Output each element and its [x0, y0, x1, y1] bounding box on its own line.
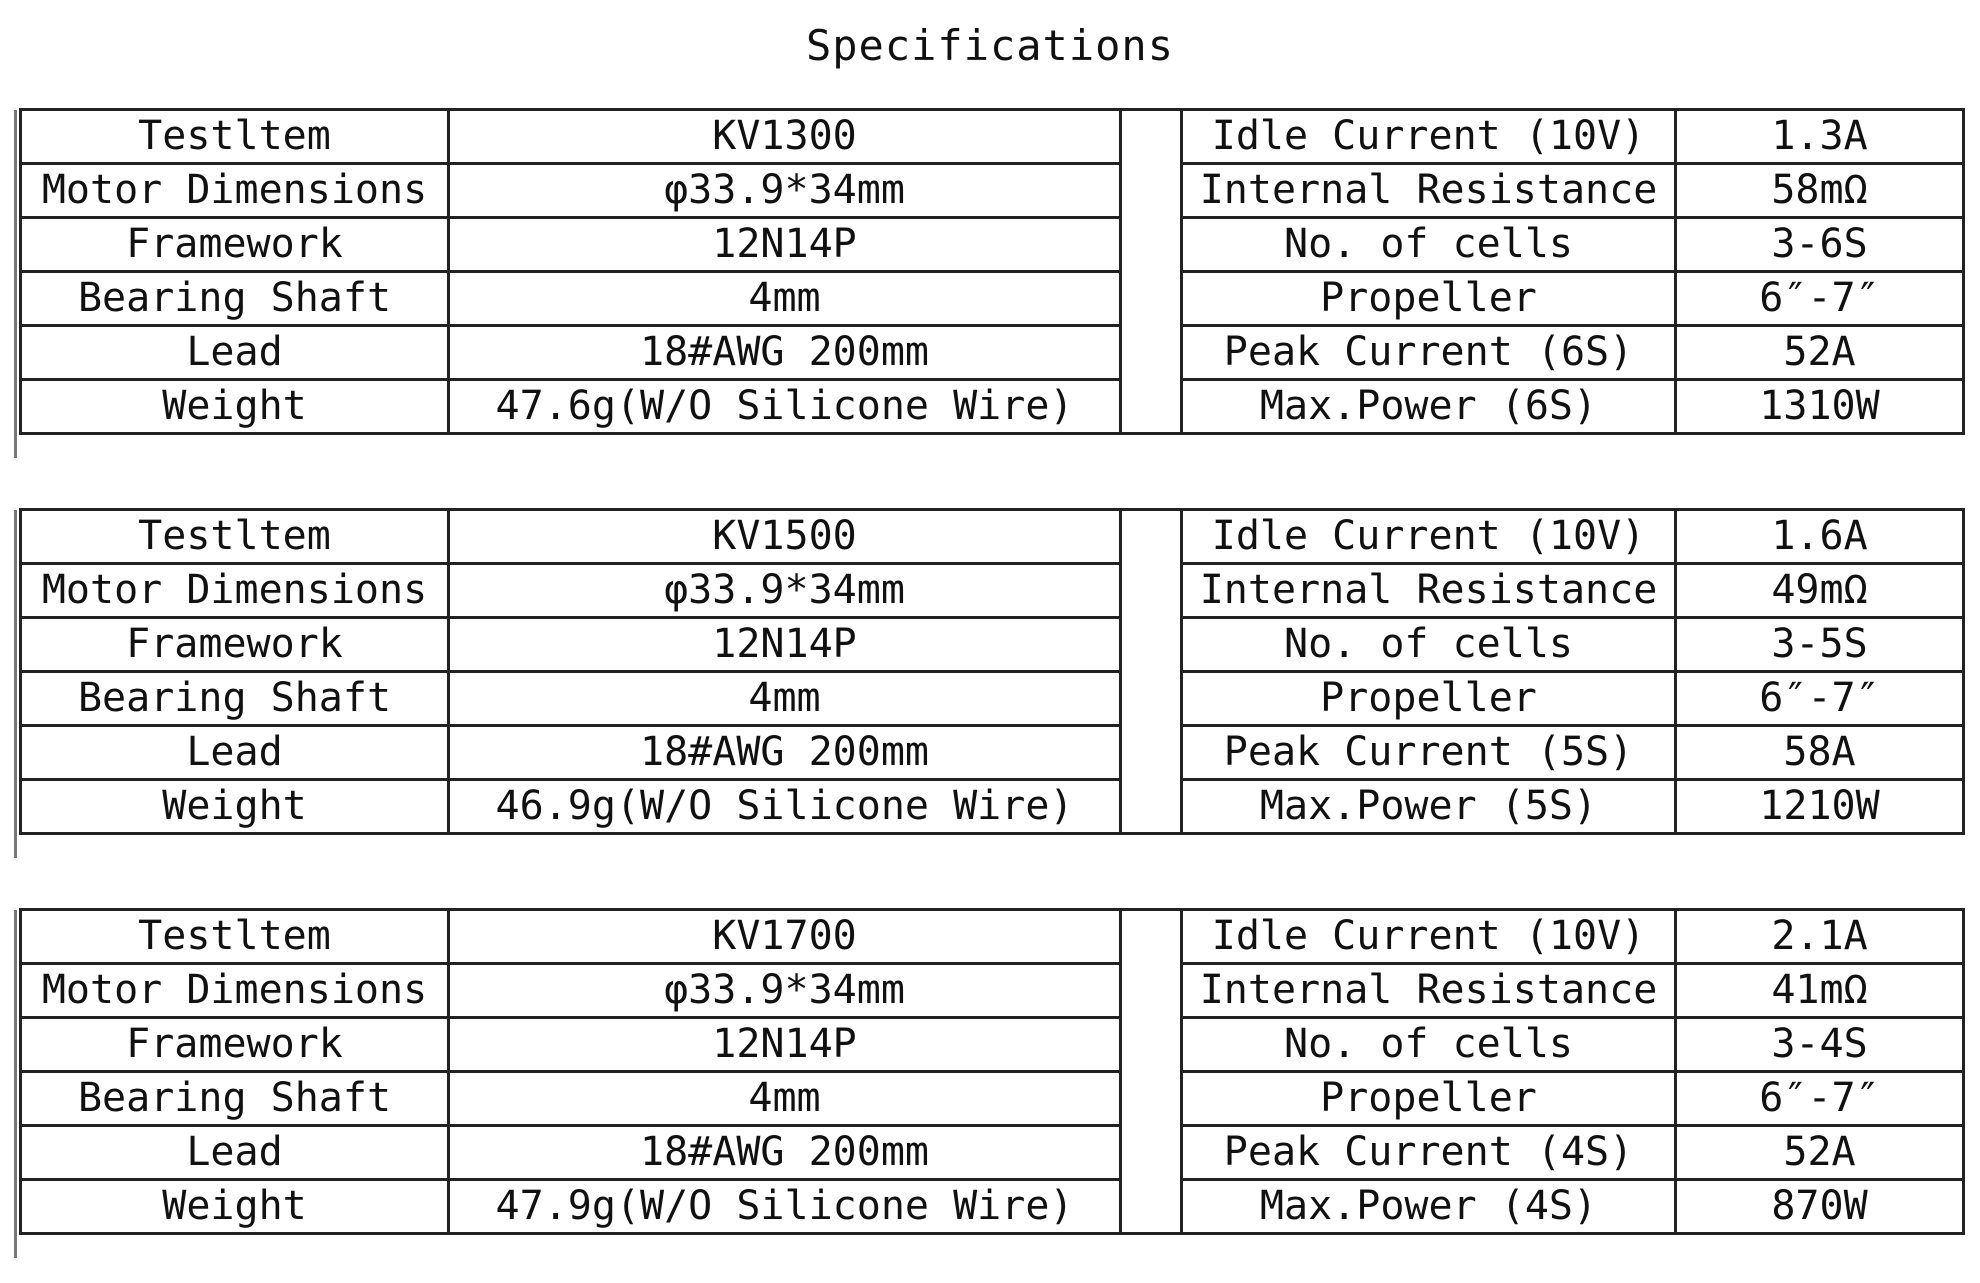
- spec-table-kv1700: [19, 908, 1965, 1235]
- param-label: Max.Power (4S): [1182, 1180, 1676, 1234]
- row-value: 12N14P: [449, 1018, 1121, 1072]
- row-label: Testltem: [21, 510, 449, 564]
- row-value: 4mm: [449, 1072, 1121, 1126]
- row-label: Bearing Shaft: [21, 1072, 449, 1126]
- param-label: Max.Power (5S): [1182, 780, 1676, 834]
- row-label: Motor Dimensions: [21, 564, 449, 618]
- param-label: No. of cells: [1182, 218, 1676, 272]
- table-row: [21, 780, 1964, 834]
- row-label: Lead: [21, 326, 449, 380]
- row-label: Testltem: [21, 910, 449, 964]
- param-value: 6″-7″: [1676, 1072, 1964, 1126]
- param-value: 3-5S: [1676, 618, 1964, 672]
- param-value: 58A: [1676, 726, 1964, 780]
- table-row: [21, 272, 1964, 326]
- param-label: Propeller: [1182, 1072, 1676, 1126]
- param-label: Internal Resistance: [1182, 564, 1676, 618]
- param-value: 870W: [1676, 1180, 1964, 1234]
- table-row: [21, 1180, 1964, 1234]
- row-label: Framework: [21, 1018, 449, 1072]
- table-row: [21, 380, 1964, 434]
- param-value: 3-4S: [1676, 1018, 1964, 1072]
- param-value: 1210W: [1676, 780, 1964, 834]
- row-label: Framework: [21, 218, 449, 272]
- param-value: 52A: [1676, 326, 1964, 380]
- param-value: 1310W: [1676, 380, 1964, 434]
- table-row: [21, 326, 1964, 380]
- row-label: Weight: [21, 380, 449, 434]
- param-label: Peak Current (6S): [1182, 326, 1676, 380]
- row-value: 46.9g(W/O Silicone Wire): [449, 780, 1121, 834]
- row-value: φ33.9*34mm: [449, 564, 1121, 618]
- row-label: Bearing Shaft: [21, 272, 449, 326]
- row-label: Motor Dimensions: [21, 964, 449, 1018]
- param-label: Propeller: [1182, 272, 1676, 326]
- row-label: Bearing Shaft: [21, 672, 449, 726]
- row-value: KV1300: [449, 110, 1121, 164]
- param-label: Peak Current (4S): [1182, 1126, 1676, 1180]
- row-value: 4mm: [449, 272, 1121, 326]
- column-spacer: [1121, 110, 1182, 434]
- left-margin-rule: [14, 110, 17, 458]
- table-row: [21, 1072, 1964, 1126]
- row-value: 18#AWG 200mm: [449, 1126, 1121, 1180]
- column-spacer: [1121, 510, 1182, 834]
- row-label: Lead: [21, 726, 449, 780]
- table-row: [21, 110, 1964, 164]
- page-title: Specifications: [805, 21, 1174, 70]
- param-value: 3-6S: [1676, 218, 1964, 272]
- row-label: Weight: [21, 1180, 449, 1234]
- row-label: Weight: [21, 780, 449, 834]
- table-row: [21, 910, 1964, 964]
- left-margin-rule: [14, 510, 17, 858]
- row-value: φ33.9*34mm: [449, 164, 1121, 218]
- row-value: 18#AWG 200mm: [449, 326, 1121, 380]
- param-label: No. of cells: [1182, 1018, 1676, 1072]
- param-label: Idle Current (10V): [1182, 910, 1676, 964]
- row-value: KV1700: [449, 910, 1121, 964]
- row-value: 18#AWG 200mm: [449, 726, 1121, 780]
- param-value: 6″-7″: [1676, 672, 1964, 726]
- row-value: φ33.9*34mm: [449, 964, 1121, 1018]
- param-value: 6″-7″: [1676, 272, 1964, 326]
- table-row: [21, 672, 1964, 726]
- table-row: [21, 164, 1964, 218]
- table-row: [21, 564, 1964, 618]
- table-row: [21, 218, 1964, 272]
- param-label: No. of cells: [1182, 618, 1676, 672]
- row-label: Motor Dimensions: [21, 164, 449, 218]
- row-value: 47.9g(W/O Silicone Wire): [449, 1180, 1121, 1234]
- param-label: Peak Current (5S): [1182, 726, 1676, 780]
- spec-table-kv1300: [19, 108, 1965, 435]
- row-value: KV1500: [449, 510, 1121, 564]
- param-value: 41mΩ: [1676, 964, 1964, 1018]
- param-label: Internal Resistance: [1182, 164, 1676, 218]
- param-label: Propeller: [1182, 672, 1676, 726]
- row-value: 12N14P: [449, 218, 1121, 272]
- param-value: 49mΩ: [1676, 564, 1964, 618]
- param-value: 1.3A: [1676, 110, 1964, 164]
- param-value: 1.6A: [1676, 510, 1964, 564]
- table-row: [21, 510, 1964, 564]
- param-value: 58mΩ: [1676, 164, 1964, 218]
- column-spacer: [1121, 910, 1182, 1234]
- row-label: Framework: [21, 618, 449, 672]
- table-row: [21, 964, 1964, 1018]
- row-value: 4mm: [449, 672, 1121, 726]
- row-label: Lead: [21, 1126, 449, 1180]
- row-value: 12N14P: [449, 618, 1121, 672]
- table-row: [21, 1018, 1964, 1072]
- param-label: Idle Current (10V): [1182, 510, 1676, 564]
- param-label: Internal Resistance: [1182, 964, 1676, 1018]
- table-row: [21, 726, 1964, 780]
- table-row: [21, 618, 1964, 672]
- param-label: Idle Current (10V): [1182, 110, 1676, 164]
- row-value: 47.6g(W/O Silicone Wire): [449, 380, 1121, 434]
- spec-table-kv1500: [19, 508, 1965, 835]
- row-label: Testltem: [21, 110, 449, 164]
- param-value: 2.1A: [1676, 910, 1964, 964]
- table-row: [21, 1126, 1964, 1180]
- left-margin-rule: [14, 910, 17, 1258]
- param-label: Max.Power (6S): [1182, 380, 1676, 434]
- param-value: 52A: [1676, 1126, 1964, 1180]
